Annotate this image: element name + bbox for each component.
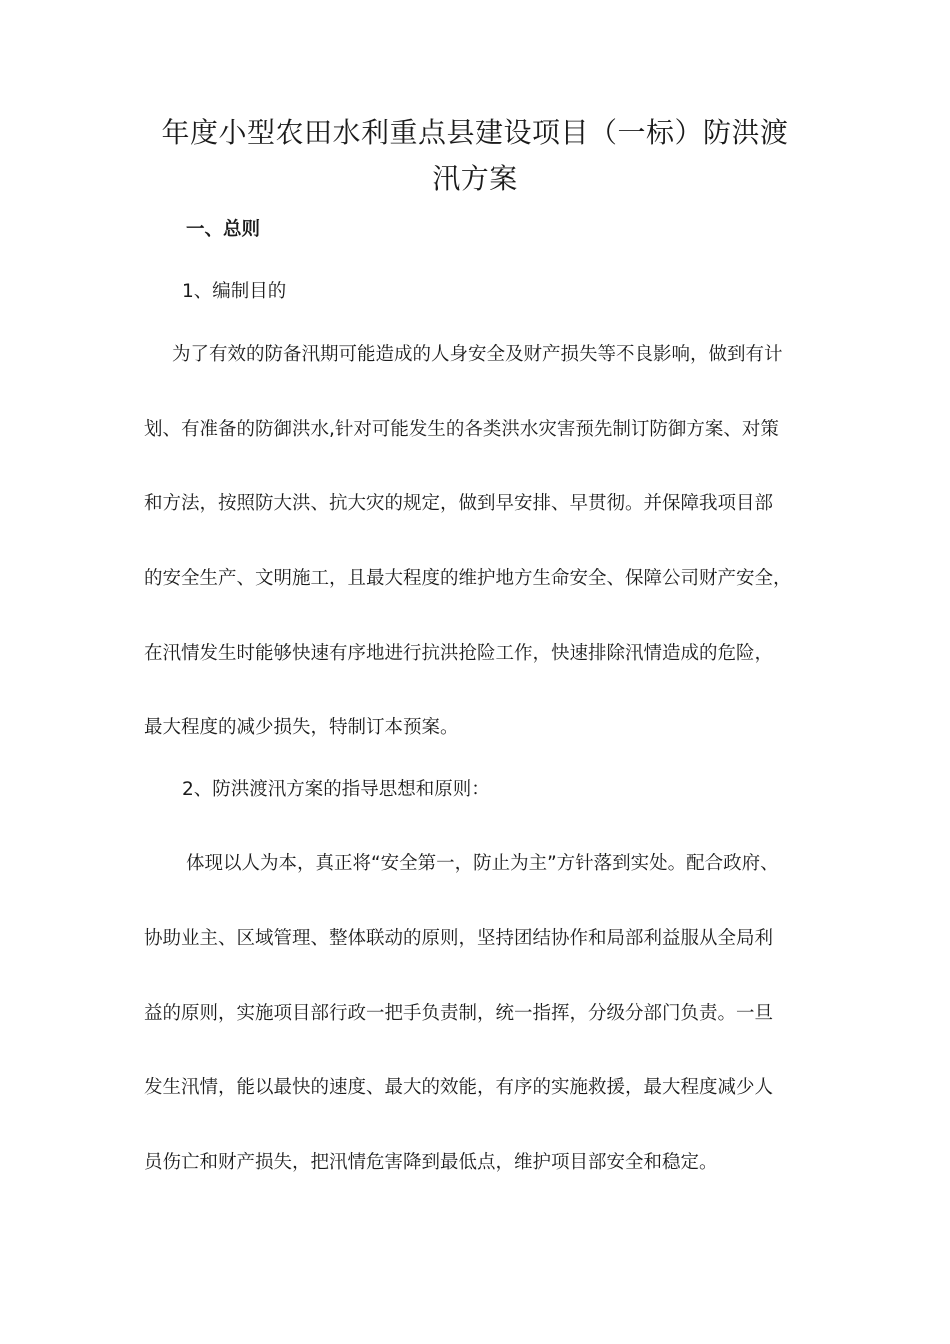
paragraph-purpose-line-2: 划、有准备的防御洪水,针对可能发生的各类洪水灾害预先制订防御方案、对策 <box>144 419 779 440</box>
paragraph-purpose-line-3: 和方法，按照防大洪、抗大灾的规定，做到早安排、早贯彻。并保障我项目部 <box>144 493 774 514</box>
paragraph-principles-line-3: 益的原则，实施项目部行政一把手负责制，统一指挥，分级分部门负责。一旦 <box>144 1003 774 1024</box>
paragraph-principles-line-1: 体现以人为本，真正将“安全第一，防止为主”方针落到实处。配合政府、 <box>186 853 779 874</box>
paragraph-purpose-line-4: 的安全生产、文明施工，且最大程度的维护地方生命安全、保障公司财产安全， <box>144 568 792 589</box>
document-title-line-2: 汛方案 <box>432 162 518 195</box>
subsection-heading-purpose: 1、编制目的 <box>182 281 287 302</box>
section-heading-general: 一、总则 <box>186 219 261 240</box>
subsection-heading-principles: 2、防洪渡汛方案的指导思想和原则： <box>182 779 490 800</box>
paragraph-purpose-line-1: 为了有效的防备汛期可能造成的人身安全及财产损失等不良影响，做到有计 <box>172 344 783 365</box>
paragraph-principles-line-4: 发生汛情，能以最快的速度、最大的效能，有序的实施救援，最大程度减少人 <box>144 1077 774 1098</box>
paragraph-principles-line-2: 协助业主、区域管理、整体联动的原则，坚持团结协作和局部利益服从全局利 <box>144 928 774 949</box>
paragraph-purpose-line-6: 最大程度的减少损失，特制订本预案。 <box>144 717 459 738</box>
document-title-line-1: 年度小型农田水利重点县建设项目（一标）防洪渡 <box>161 116 789 149</box>
paragraph-purpose-line-5: 在汛情发生时能够快速有序地进行抗洪抢险工作，快速排除汛情造成的危险， <box>144 643 774 664</box>
paragraph-principles-line-5: 员伤亡和财产损失，把汛情危害降到最低点，维护项目部安全和稳定。 <box>144 1152 718 1173</box>
